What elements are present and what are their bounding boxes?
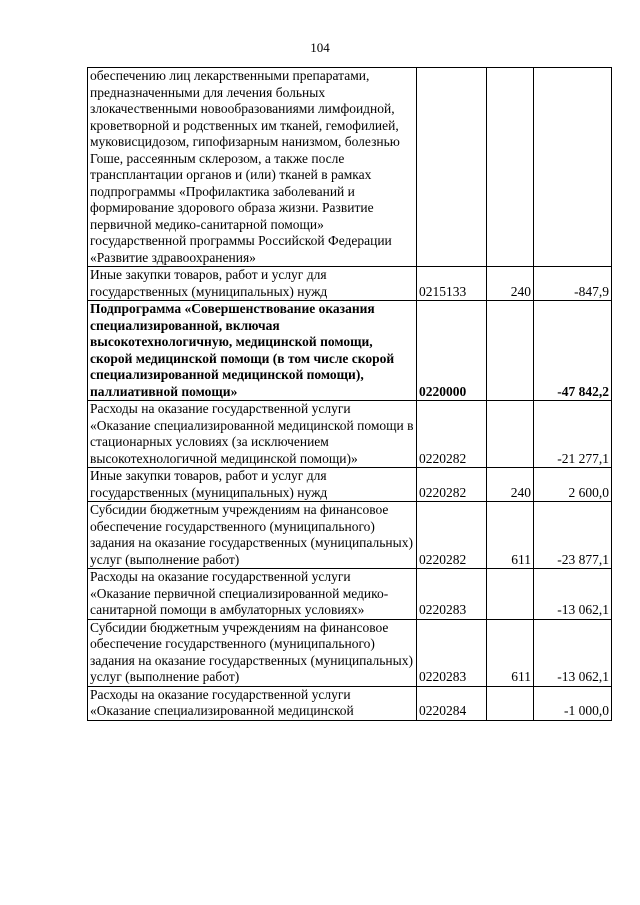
- row-type: 611: [487, 619, 534, 686]
- row-name: Субсидии бюджетным учреждениям на финансовое обеспечение государственного (муниципального) задания на оказание государственных (муниципальных) услуг (выполнение работ): [88, 619, 417, 686]
- row-sum: [534, 68, 612, 267]
- row-name: Расходы на оказание государственной услуги «Оказание специализированной медицинской: [88, 686, 417, 720]
- row-code: 0220000: [417, 301, 487, 401]
- row-name: Расходы на оказание государственной услуги «Оказание специализированной медицинской помощи в стационарных условиях (за исключением высокотехнологичной медицинской помощи)»: [88, 401, 417, 468]
- row-type: 240: [487, 267, 534, 301]
- row-name: Иные закупки товаров, работ и услуг для государственных (муниципальных) нужд: [88, 468, 417, 502]
- row-code: 0215133: [417, 267, 487, 301]
- row-type: 240: [487, 468, 534, 502]
- row-type: [487, 569, 534, 620]
- table-row: [88, 619, 612, 686]
- row-type: [487, 401, 534, 468]
- table-row: [88, 267, 612, 301]
- row-name: Иные закупки товаров, работ и услуг для государственных (муниципальных) нужд: [88, 267, 417, 301]
- row-sum: -13 062,1: [534, 569, 612, 620]
- row-code: 0220283: [417, 619, 487, 686]
- table-row: [88, 502, 612, 569]
- row-sum: -23 877,1: [534, 502, 612, 569]
- budget-table: [87, 67, 612, 721]
- row-code: [417, 68, 487, 267]
- table-row: [88, 468, 612, 502]
- row-code: 0220282: [417, 502, 487, 569]
- row-code: 0220282: [417, 468, 487, 502]
- row-sum: -13 062,1: [534, 619, 612, 686]
- row-sum: -1 000,0: [534, 686, 612, 720]
- row-name: Субсидии бюджетным учреждениям на финансовое обеспечение государственного (муниципального) задания на оказание государственных (муниципальных) услуг (выполнение работ): [88, 502, 417, 569]
- row-sum: -847,9: [534, 267, 612, 301]
- row-name: Подпрограмма «Совершенствование оказания специализированной, включая высокотехнологичную, медицинской помощи, скорой медицинской помощи (в том числе скорой специализированной медицинской помощи), паллиативной помощи»: [88, 301, 417, 401]
- row-code: 0220283: [417, 569, 487, 620]
- row-sum: 2 600,0: [534, 468, 612, 502]
- row-type: 611: [487, 502, 534, 569]
- page-number: 104: [310, 40, 330, 55]
- table-row: [88, 686, 612, 720]
- row-type: [487, 301, 534, 401]
- row-code: 0220284: [417, 686, 487, 720]
- row-code: 0220282: [417, 401, 487, 468]
- table-row: [88, 68, 612, 267]
- row-type: [487, 68, 534, 267]
- table-row-subprogram: [88, 301, 612, 401]
- row-name: Расходы на оказание государственной услуги «Оказание первичной специализированной медико-санитарной помощи в амбулаторных условиях»: [88, 569, 417, 620]
- row-type: [487, 686, 534, 720]
- row-name: обеспечению лиц лекарственными препаратами, предназначенными для лечения больных злокачественными новообразованиями лимфоидной, кроветворной и родственных им тканей, гемофилией, муковисцидозом, гипофизарным нанизмом, болезнью Гоше, рассеянным склерозом, а также после трансплантации органов и (или) тканей в рамках подпрограммы «Профилактика заболеваний и формирование здорового образа жизни. Развитие первичной медико-санитарной помощи» государственной программы Российской Федерации «Развитие здравоохранения»: [88, 68, 417, 267]
- table-row: [88, 569, 612, 620]
- row-sum: -21 277,1: [534, 401, 612, 468]
- table-row: [88, 401, 612, 468]
- row-sum: -47 842,2: [534, 301, 612, 401]
